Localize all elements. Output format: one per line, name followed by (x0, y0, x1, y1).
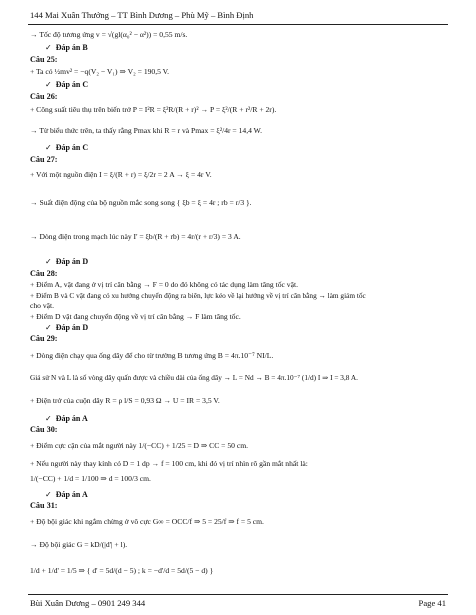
question-heading: Câu 27: (30, 155, 58, 164)
question-heading: Câu 30: (30, 425, 58, 434)
text-line: + Điểm B và C vật đang có xu hướng chuyển động ra biên, lực kéo về lại hướng về vị trí cân bằng → làm giảm tốc (30, 291, 366, 300)
text-line: + Độ bội giác khi ngắm chừng ở vô cực G∞ = OCC/f ⇒ 5 = 25/f ⇒ f = 5 cm. (30, 517, 264, 526)
page-header: 144 Mai Xuân Thưởng – TT Bình Dương – Phù Mỹ – Bình Định (30, 10, 254, 20)
text-line: → Dòng điện trong mạch lúc này I' = ξb/(R + rb) = 4r/(r + r/3) = 3 A. (30, 232, 241, 241)
text-line: 1/d + 1/d' = 1/5 ⇒ { d' = 5d/(d − 5) ; k = −d'/d = 5d/(5 − d) } (30, 566, 214, 575)
question-heading: Câu 26: (30, 92, 58, 101)
question-heading: Câu 28: (30, 269, 58, 278)
text-line: + Nếu người này thay kính có D = 1 dp → f = 100 cm, khi đó vị trí nhìn rõ gần mắt nhất là: (30, 459, 308, 468)
footer-rule (28, 594, 448, 595)
answer-text: Đáp án A (55, 414, 88, 423)
speed-formula: → Tốc độ tương ứng v = √(gl(α₀² − α²)) = 0,55 m/s. (30, 30, 188, 39)
answer-line: ✓ Đáp án A (45, 490, 88, 499)
text-line: + Điểm A, vật đang ở vị trí cân bằng → F = 0 do đó không có tác dụng làm tăng tốc vật. (30, 280, 298, 289)
answer-text: Đáp án C (55, 80, 89, 89)
speed-line (30, 30, 187, 40)
text-line: → Từ biểu thức trên, ta thấy rằng Pmax khi R = r và Pmax = ξ²/4r = 14,4 W. (30, 126, 263, 135)
header-rule (28, 24, 448, 25)
text-line: → Độ bội giác G = kD/(|d'| + l). (30, 540, 128, 549)
footer-author: Bùi Xuân Dương – 0901 249 344 (30, 598, 146, 608)
answer-text: Đáp án C (55, 143, 89, 152)
text-line: + Điểm D vật đang chuyển động về vị trí cân bằng → F làm tăng tốc. (30, 312, 241, 321)
answer-line: ✓ Đáp án C (45, 80, 89, 89)
question-heading: Câu 25: (30, 55, 58, 64)
text-line: + Công suất tiêu thụ trên biến trở P = I²R = ξ²R/(R + r)² → P = ξ²/(R + r²/R + 2r). (30, 105, 277, 114)
text-line: Giả sử N và L là số vòng dây quấn được và chiều dài của ống dây → L = Nd → B = 4π.10⁻⁷ (1/d) I ⇒ I = 3,8 A. (30, 373, 358, 382)
text-line: → Suất điện động của bộ nguồn mắc song song { ξb = ξ = 4r ; rb = r/3 }. (30, 198, 252, 207)
text-line: + Ta có ½mv² = −q(V₂ − V₁) ⇒ V₂ = 190,5 V. (30, 67, 170, 76)
answer-line: ✓ Đáp án B (45, 43, 88, 52)
answer-line: ✓ Đáp án C (45, 143, 89, 152)
question-heading: Câu 29: (30, 334, 58, 343)
answer-text: Đáp án B (55, 43, 88, 52)
answer-text: Đáp án A (55, 490, 88, 499)
answer-line: ✓ Đáp án D (45, 257, 89, 266)
question-heading: Câu 31: (30, 501, 58, 510)
answer-text: Đáp án D (55, 323, 89, 332)
text-line: + Điện trở của cuộn dây R = ρ l/S = 0,93 Ω → U = IR = 3,5 V. (30, 396, 220, 405)
answer-line: ✓ Đáp án A (45, 414, 88, 423)
text-line: 1/(−CC) + 1/d = 1/100 ⇒ d = 100/3 cm. (30, 474, 151, 483)
text-line: + Với một nguồn điện I = ξ/(R + r) = ξ/2r = 2 A → ξ = 4r V. (30, 170, 212, 179)
text-line: + Dòng điện chạy qua ống dây để cho từ trường B tương ứng B = 4π.10⁻⁷ NI/L. (30, 351, 274, 360)
answer-text: Đáp án D (55, 257, 89, 266)
page-number: Page 41 (418, 598, 446, 608)
text-line: cho vật. (30, 301, 55, 310)
text-line: + Điểm cực cận của mắt người này 1/(−CC) + 1/25 = D ⇒ CC = 50 cm. (30, 441, 249, 450)
answer-line: ✓ Đáp án D (45, 323, 89, 332)
